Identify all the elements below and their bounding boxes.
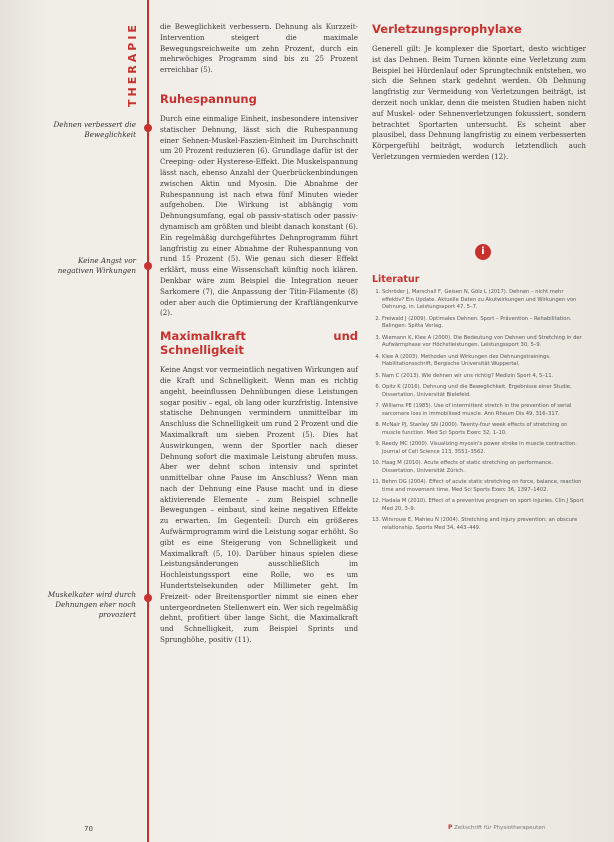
verletzung-paragraph: Generell gilt: Je komplexer die Sportart, desto wichtiger ist das Dehnen. Beim Turnen könnte eine Verletzung zum Beispiel bei Hürdenlauf oder Sprungtechnik entstehen, wo sich die Sehnen stark gedehnt werden. Ob Dehnung langfristig zur Vermeidung von Verletzungen beiträgt, ist derzeit noch unklar, denn die meisten Studien haben nicht auf Muskel- oder Sehnenverletzungen fokussiert, sondern betrachtet Sportarten untersucht. Es scheint aber plausibel, dass Dehnung langfristig zu einem verbesserten Körpergefühl beiträgt, wodurch letztendlich auch Verletzungen vermieden werden (12). <box>372 44 586 161</box>
footer-publication: P Zeitschrift für Physiotherapeuten <box>448 824 546 831</box>
reference-item: 10. Haag M (2010). Acute effects of static stretching on performance. Dissertation, Universität Zürich. <box>382 460 586 475</box>
heading-verletzungsprophylaxe: Verletzungsprophylaxe <box>372 22 522 36</box>
right-column <box>372 22 586 163</box>
maximalkraft-paragraph: Keine Angst vor vermeintlich negativen Wirkungen auf die Kraft und Schnelligkeit. Wenn man es richtig angeht, beeinflussen Dehnübungen diese Leistungen sogar positiv – egal, ob lang oder kurzfristig. Intensive statische Dehnungen vermindern unmittelbar im Anschluss die Schnelligkeit um rund 2 Prozent und die Maximalkraft um sieben Prozent (5). Dies hat Auswirkungen, wenn der Sportler nach dieser Dehnung sofort die maximale Leistung abrufen muss. Aber wer dehnt schon intensiv und sprintet unmittelbar ohne Pause im Anschluss? Wenn man nach der Dehnung eine Pause macht und in diese aktivierende Elemente – zum Beispiel schnelle Bewegungen – einbaut, sind keine negativen Effekte zu erwarten. Im Gegenteil: Durch ein größeres Aufwärmprogramm wird die Leistung sogar erhöht. So gibt es eine Steigerung von Schnelligkeit und Maximalkraft (5, 10). Darüber hinaus spielen diese Leistungsänderungen ausschließlich im Hochleistungssport eine Rolle, wo es um Hundertstelsekunden oder Millimeter geht. Im Freizeit- oder Breitensportler nimmt sie einen eher untergeordneten Stellenwert ein. Wer sich regelmäßig dehnt, profitiert über lange Sicht, die Maximalkraft und Schnelligkeit, zum Beispiel Sprints und Sprunghöhe, positiv (11). <box>160 365 359 645</box>
bullet-dot <box>144 594 152 602</box>
reference-item: 8. McNair PJ, Stanley SN (2000). Twenty-four week effects of stretching on muscle function. Med Sci Sports Exerc 32, 1–10. <box>382 422 586 437</box>
ruhespannung-paragraph: Durch eine einmalige Einheit, insbesondere intensiver statischer Dehnung, lässt sich die Ruhespannung einer Sehnen-Muskel-Faszien-Einheit im Durchschnitt um 20 Prozent reduzieren (6). Grundlage dafür ist der Creeping- oder Hysterese-Effekt. Die Muskelspannung lässt nach, ebenso Anzahl der Querbrückenbindungen zwischen Aktin und Myosin. Die Abnahme der Ruhespannung ist nach etwa fünf Minuten wieder aufgehoben. Die Wirkung ist abhängig vom Dehnungsumfang, egal ob passiv-statisch oder passiv-dynamisch am größten und bleibt danach konstant (6). Ein regelmäßig durchgeführtes Dehnprogramm führt langfristig zu einer Abnahme der Ruhespannung von rund 15 Prozent (5). Wie genau sich dieser Effekt erklärt, muss eine Wissenschaft künftig noch klären. Denkbar wäre zum Beispiel die Integration neuer Sarkomere (7), die Anpassung der Titin-Filamente (8) oder aber auch die Optimierung der Kraftlängenkurve (2). <box>160 113 358 318</box>
left-column <box>160 22 358 646</box>
bullet-dot <box>144 124 152 132</box>
reference-item: 5. Nam C (2013). Wie dehnen wir uns richtig? Medizin Sport 4, 5–11. <box>382 373 586 380</box>
page-number: 70 <box>84 825 93 833</box>
reference-list <box>372 289 586 532</box>
reference-item: 13. Witvrouw E, Mahieu N (2004). Stretching and injury prevention: an obscure relationship. Sports Med 34, 443–449. <box>382 517 586 532</box>
info-icon: i <box>475 244 491 260</box>
publication-name: Zeitschrift für Physiotherapeuten <box>454 825 546 831</box>
reference-item: 7. Williams PE (1985). Use of intermittent stretch in the prevention of serial sarcomere loss in immobilised muscle. Ann Rheum Dis 49, 316–317. <box>382 403 586 418</box>
literature-heading: Literatur <box>372 274 420 285</box>
reference-item: 3. Wiemann K, Klee A (2000). Die Bedeutung von Dehnen und Stretching in der Aufwärmphase vor Höchstleistungen. Leistungssport 30, 5–9. <box>382 335 586 350</box>
reference-item: 2. Freiwald J (2009). Optimales Dehnen. Sport – Prävention – Rehabilitation. Balingen: Spitta Verlag. <box>382 316 586 331</box>
heading-ruhespannung: Ruhespannung <box>160 91 257 106</box>
heading-maximalkraft: Maximalkraft und Schnelligkeit <box>160 329 358 358</box>
reference-item: 4. Klee A (2003). Methoden und Wirkungen des Dehnungstrainings. Habilitationsschrift, Bergische Universität Wuppertal. <box>382 354 586 369</box>
reference-item: 1. Schröder J, Marschall F, Geisen N, Gölz L (2017). Dehnen – nicht mehr effektiv? Ein Update. Aktuelle Daten zu Akutwirkungen und Wirkungen von Dehnung, in: Leistungssport 47, 5–7. <box>382 289 586 311</box>
margin-note: Keine Angst vor negativen Wirkungen <box>57 256 136 275</box>
margin-note: Dehnen verbessert die Beweglichkeit <box>53 120 136 139</box>
margin-note: Muskelkater wird durch Dehnungen eher noch provoziert <box>47 590 136 619</box>
reference-item: 12. Hadala M (2010). Effect of a preventive program on sport injuries. Clin J Sport Med 20, 3–9. <box>382 498 586 513</box>
section-tab <box>125 18 146 128</box>
bullet-dot <box>144 262 152 270</box>
section-tab-label: THERAPIE <box>125 22 139 107</box>
reference-item: 6. Opitz K (2016). Dehnung und die Beweglichkeit. Ergebnisse einer Studie, Dissertation, Universität Bielefeld. <box>382 384 586 399</box>
intro-paragraph: die Beweglichkeit verbessern. Dehnung als Kurzzeit-Intervention steigert die maximale Bewegungsreichweite um zehn Prozent, durch ein mehrwöchiges Programm sind bis zu 25 Prozent erreichbar (5). <box>160 22 358 75</box>
reference-item: 9. Reedy MC (2000). Visualizing myosin's power stroke in muscle contraction. Journal of Cell Science 113, 3551–3562. <box>382 441 586 456</box>
literature-section <box>372 276 586 536</box>
reference-item: 11. Behm DG (2004). Effect of acute static stretching on force, balance, reaction time and movement time. Med Sci Sports Exerc 36, 1397–1402. <box>382 479 586 494</box>
